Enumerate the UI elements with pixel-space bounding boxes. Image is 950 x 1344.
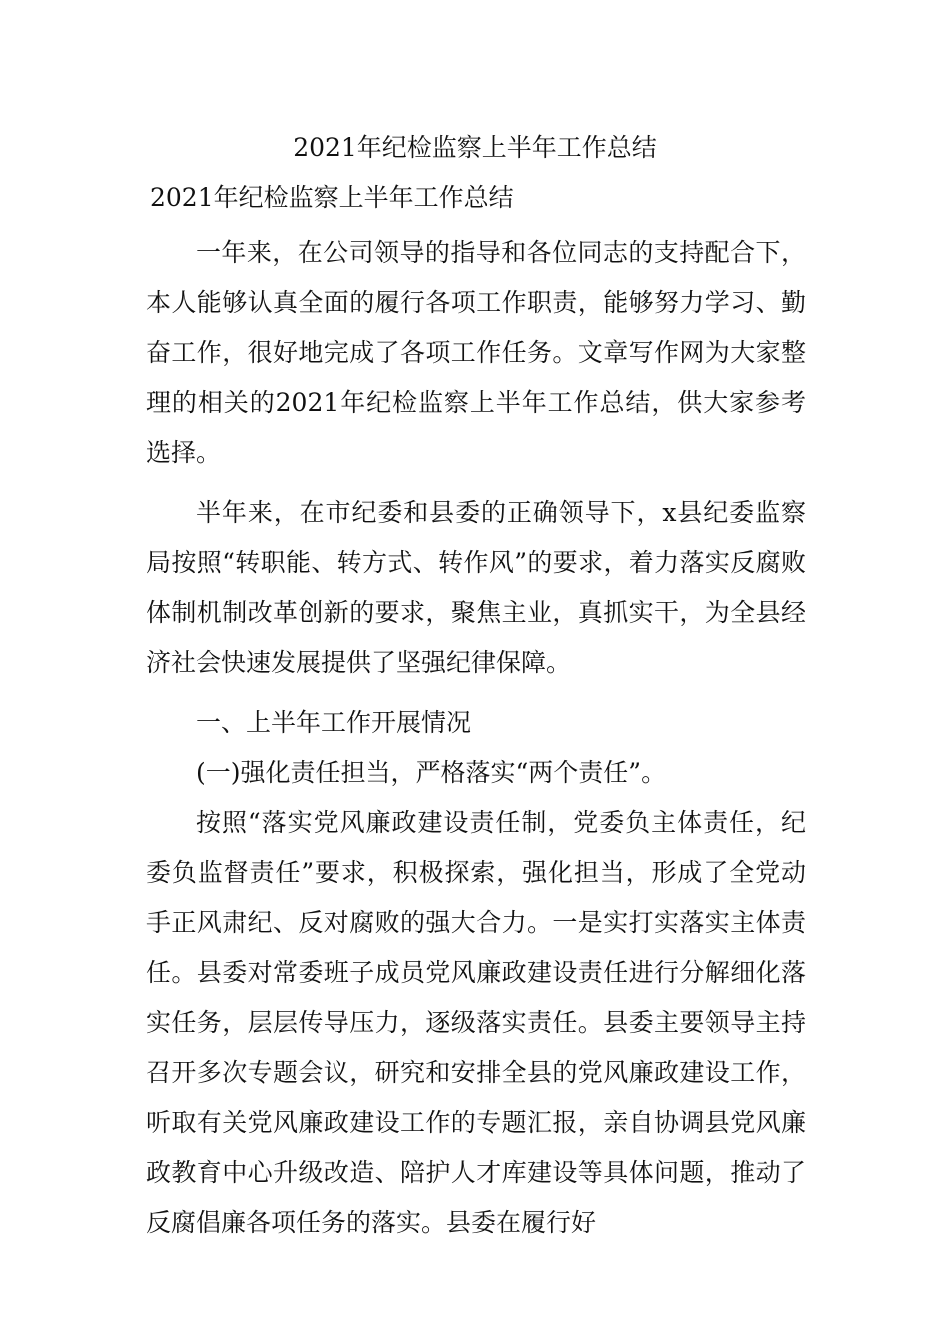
section-heading: 一、上半年工作开展情况 <box>196 708 472 737</box>
paragraph-body: 按照“落实党风廉政建设责任制，党委负主体责任，纪委负监督责任”要求，积极探索，强化担当，形成了全党动手正风肃纪、反对腐败的强大合力。一是实打实落实主体责任。县委对常委班子成员党风廉政建设责任进行分解细化落实任务，层层传导压力，逐级落实责任。县委主要领导主持召开多次专题会议，研究和安排全县的党风廉政建设工作，听取有关党风廉政建设工作的专题汇报，亲自协调县党风廉政教育中心升级改造、陪护人才库建设等具体问题，推动了反腐倡廉各项任务的落实。县委在履行好 <box>146 808 806 1237</box>
document-subtitle: 2021年纪检监察上半年工作总结 <box>150 183 514 212</box>
document-body <box>146 228 806 1258</box>
paragraph-summary: 半年来，在市纪委和县委的正确领导下，x县纪委监察局按照“转职能、转方式、转作风”的要求，着力落实反腐败体制机制改革创新的要求，聚焦主业，真抓实干，为全县经济社会快速发展提供了坚强纪律保障。 <box>146 498 806 677</box>
paragraph-intro: 一年来，在公司领导的指导和各位同志的支持配合下，本人能够认真全面的履行各项工作职责，能够努力学习、勤奋工作，很好地完成了各项工作任务。文章写作网为大家整理的相关的2021年纪检监察上半年工作总结，供大家参考选择。 <box>146 238 806 467</box>
document-title: 2021年纪检监察上半年工作总结 <box>293 133 657 162</box>
subsection-heading: (一)强化责任担当，严格落实“两个责任”。 <box>196 758 667 787</box>
